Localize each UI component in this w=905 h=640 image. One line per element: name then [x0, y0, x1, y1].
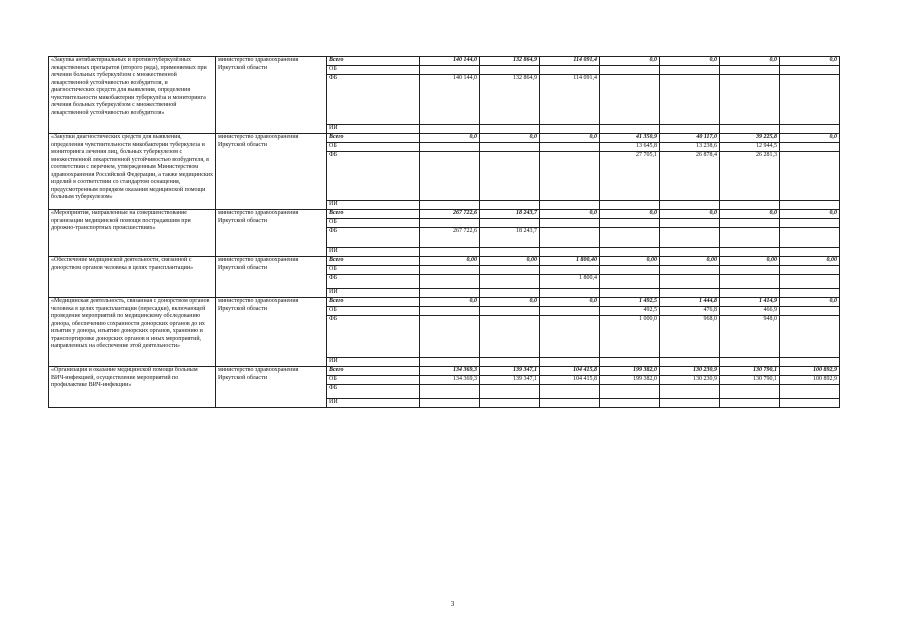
amount-cell: 1 444,8 — [660, 298, 720, 307]
amount-cell: 0,0 — [600, 57, 660, 66]
page-number: 3 — [450, 600, 455, 608]
amount-cell — [480, 266, 540, 275]
amount-cell: 0,0 — [780, 134, 840, 143]
funding-source-ii: ИИ — [327, 358, 420, 367]
amount-cell: 0,0 — [660, 210, 720, 219]
funding-source-ob: ОБ — [327, 266, 420, 275]
amount-cell: 100 892,9 — [780, 376, 840, 385]
amount-cell: 140 144,0 — [420, 57, 480, 66]
amount-cell — [420, 358, 480, 367]
amount-cell — [600, 266, 660, 275]
amount-cell: 492,5 — [600, 307, 660, 316]
amount-cell — [660, 228, 720, 248]
amount-cell: 0,0 — [480, 134, 540, 143]
amount-cell: 100 892,9 — [780, 367, 840, 376]
amount-cell: 0,0 — [600, 210, 660, 219]
amount-cell — [420, 307, 480, 316]
amount-cell — [720, 75, 780, 125]
executor: министерство здравоохранения Иркутской области — [216, 257, 327, 298]
amount-cell — [480, 399, 540, 408]
budget-table-body — [49, 57, 840, 408]
amount-cell: 18 243,7 — [480, 210, 540, 219]
amount-cell: 0,0 — [540, 298, 600, 307]
amount-cell — [780, 125, 840, 134]
amount-cell — [720, 66, 780, 75]
amount-cell: 0,00 — [480, 257, 540, 266]
funding-source-ii: ИИ — [327, 201, 420, 210]
amount-cell — [420, 248, 480, 257]
funding-source-fb: ФБ — [327, 75, 420, 125]
amount-cell — [540, 307, 600, 316]
amount-cell — [540, 385, 600, 399]
amount-cell — [420, 289, 480, 298]
amount-cell — [780, 289, 840, 298]
funding-source-total: Всего — [327, 257, 420, 266]
activity-name: «Организация и оказание медицинской помощи больным ВИЧ-инфекцией, осуществление мероприятий по профилактике ВИЧ-инфекции» — [49, 367, 216, 408]
amount-cell: 18 243,7 — [480, 228, 540, 248]
executor: министерство здравоохранения Иркутской области — [216, 134, 327, 210]
amount-cell — [540, 152, 600, 201]
amount-cell — [780, 358, 840, 367]
amount-cell — [540, 289, 600, 298]
amount-cell — [540, 266, 600, 275]
amount-cell: 267 722,6 — [420, 210, 480, 219]
amount-cell — [540, 399, 600, 408]
amount-cell — [780, 399, 840, 408]
amount-cell — [480, 316, 540, 358]
amount-cell — [780, 152, 840, 201]
budget-table — [48, 56, 840, 408]
amount-cell: 0,0 — [780, 57, 840, 66]
amount-cell — [660, 248, 720, 257]
amount-cell — [540, 66, 600, 75]
amount-cell: 0,0 — [540, 210, 600, 219]
amount-cell: 139 347,1 — [480, 367, 540, 376]
row-2-total — [49, 134, 840, 143]
amount-cell — [420, 275, 480, 289]
amount-cell — [780, 266, 840, 275]
amount-cell: 0,00 — [720, 257, 780, 266]
amount-cell — [780, 307, 840, 316]
amount-cell — [660, 358, 720, 367]
amount-cell: 1 800,4 — [540, 275, 600, 289]
amount-cell — [480, 201, 540, 210]
amount-cell: 134 369,3 — [420, 376, 480, 385]
amount-cell: 0,0 — [420, 298, 480, 307]
funding-source-total: Всего — [327, 57, 420, 66]
executor: министерство здравоохранения Иркутской области — [216, 367, 327, 408]
funding-source-fb: ФБ — [327, 275, 420, 289]
amount-cell — [780, 248, 840, 257]
amount-cell: 0,0 — [720, 57, 780, 66]
funding-source-ii: ИИ — [327, 125, 420, 134]
funding-source-fb: ФБ — [327, 228, 420, 248]
amount-cell — [600, 201, 660, 210]
amount-cell — [720, 219, 780, 228]
amount-cell — [420, 385, 480, 399]
row-3-total — [49, 210, 840, 219]
activity-name: «Мероприятия, направленные на совершенствование организации медицинской помощи пострадавшим при дорожно-транспортных происшествиях» — [49, 210, 216, 257]
amount-cell: 130 230,9 — [660, 376, 720, 385]
amount-cell: 948,0 — [720, 316, 780, 358]
amount-cell: 130 230,9 — [660, 367, 720, 376]
amount-cell: 130 790,1 — [720, 367, 780, 376]
amount-cell — [480, 289, 540, 298]
amount-cell — [420, 219, 480, 228]
amount-cell: 104 415,8 — [540, 376, 600, 385]
funding-source-fb: ФБ — [327, 385, 420, 399]
amount-cell — [780, 316, 840, 358]
amount-cell: 132 864,9 — [480, 57, 540, 66]
amount-cell — [420, 399, 480, 408]
amount-cell — [720, 399, 780, 408]
funding-source-ii: ИИ — [327, 289, 420, 298]
amount-cell — [720, 358, 780, 367]
amount-cell — [540, 219, 600, 228]
amount-cell: 199 382,0 — [600, 367, 660, 376]
amount-cell: 476,8 — [660, 307, 720, 316]
amount-cell — [720, 248, 780, 257]
amount-cell — [480, 275, 540, 289]
amount-cell — [420, 143, 480, 152]
amount-cell — [480, 66, 540, 75]
amount-cell — [780, 201, 840, 210]
amount-cell — [540, 316, 600, 358]
activity-name: «Медицинская деятельность, связанная с донорством органов человека в целях трансплантации (пересадки), включающей проведение мероприятий по медицинскому обследованию донора, обеспечению сохранности донорских органов до их изъятия у донора, изъятию донорских органов, хранению и транспортировке донорских органов и иных мероприятий, направленных на обеспечение этой деятельности» — [49, 298, 216, 367]
funding-source-total: Всего — [327, 298, 420, 307]
amount-cell: 26 878,4 — [660, 152, 720, 201]
amount-cell — [720, 266, 780, 275]
amount-cell — [660, 289, 720, 298]
executor: министерство здравоохранения Иркутской области — [216, 210, 327, 257]
amount-cell — [720, 125, 780, 134]
amount-cell — [600, 385, 660, 399]
amount-cell — [660, 266, 720, 275]
amount-cell — [420, 125, 480, 134]
amount-cell — [780, 228, 840, 248]
funding-source-ob: ОБ — [327, 376, 420, 385]
amount-cell — [480, 143, 540, 152]
amount-cell: 1 800,40 — [540, 257, 600, 266]
amount-cell — [540, 248, 600, 257]
funding-source-total: Всего — [327, 134, 420, 143]
amount-cell — [420, 316, 480, 358]
amount-cell — [600, 228, 660, 248]
amount-cell — [480, 125, 540, 134]
amount-cell — [780, 143, 840, 152]
funding-source-fb: ФБ — [327, 152, 420, 201]
amount-cell: 0,0 — [540, 134, 600, 143]
amount-cell — [780, 66, 840, 75]
funding-source-ob: ОБ — [327, 143, 420, 152]
amount-cell — [420, 266, 480, 275]
amount-cell — [420, 201, 480, 210]
amount-cell: 132 864,9 — [480, 75, 540, 125]
row-5-total — [49, 298, 840, 307]
amount-cell — [600, 358, 660, 367]
amount-cell — [600, 75, 660, 125]
amount-cell — [600, 399, 660, 408]
amount-cell — [540, 143, 600, 152]
amount-cell: 0,00 — [600, 257, 660, 266]
amount-cell: 140 144,0 — [420, 75, 480, 125]
amount-cell — [660, 219, 720, 228]
funding-source-ii: ИИ — [327, 248, 420, 257]
amount-cell — [780, 219, 840, 228]
amount-cell: 40 117,0 — [660, 134, 720, 143]
amount-cell: 968,0 — [660, 316, 720, 358]
amount-cell: 0,00 — [660, 257, 720, 266]
amount-cell — [720, 275, 780, 289]
amount-cell — [420, 152, 480, 201]
row-6-total — [49, 367, 840, 376]
amount-cell — [660, 201, 720, 210]
amount-cell — [660, 399, 720, 408]
amount-cell — [780, 385, 840, 399]
amount-cell: 0,0 — [780, 298, 840, 307]
amount-cell: 466,9 — [720, 307, 780, 316]
amount-cell — [480, 307, 540, 316]
executor: министерство здравоохранения Иркутской области — [216, 57, 327, 134]
funding-source-ob: ОБ — [327, 219, 420, 228]
amount-cell — [600, 66, 660, 75]
amount-cell — [540, 358, 600, 367]
amount-cell — [540, 228, 600, 248]
amount-cell: 130 790,1 — [720, 376, 780, 385]
amount-cell — [480, 248, 540, 257]
funding-source-total: Всего — [327, 367, 420, 376]
amount-cell — [600, 248, 660, 257]
funding-source-fb: ФБ — [327, 316, 420, 358]
amount-cell — [480, 358, 540, 367]
amount-cell: 114 091,4 — [540, 57, 600, 66]
amount-cell: 0,00 — [420, 257, 480, 266]
amount-cell: 39 225,8 — [720, 134, 780, 143]
amount-cell: 0,0 — [420, 134, 480, 143]
amount-cell: 1 492,5 — [600, 298, 660, 307]
amount-cell — [720, 201, 780, 210]
amount-cell — [600, 219, 660, 228]
amount-cell — [480, 219, 540, 228]
amount-cell: 199 382,0 — [600, 376, 660, 385]
amount-cell: 1 414,9 — [720, 298, 780, 307]
executor: министерство здравоохранения Иркутской области — [216, 298, 327, 367]
amount-cell — [720, 385, 780, 399]
amount-cell: 12 944,5 — [720, 143, 780, 152]
amount-cell: 139 347,1 — [480, 376, 540, 385]
amount-cell — [660, 385, 720, 399]
amount-cell: 114 091,4 — [540, 75, 600, 125]
activity-name: «Закупки диагностических средств для выявления, определения чувствительности микобактерии туберкулеза и мониторинга лечения лиц, больных туберкулезом с множественной лекарственной устойчивостью возбудителя, в соответствии с перечнем, утвержденным Министерством здравоохранения Российской Федерации, а также медицинских изделий в соответствии со стандартом оснащения, предусмотренным порядком оказания медицинской помощи больным туберкулезом» — [49, 134, 216, 210]
amount-cell — [540, 125, 600, 134]
amount-cell: 0,0 — [780, 210, 840, 219]
amount-cell: 27 705,1 — [600, 152, 660, 201]
amount-cell — [720, 228, 780, 248]
amount-cell: 41 350,9 — [600, 134, 660, 143]
amount-cell: 104 415,8 — [540, 367, 600, 376]
amount-cell: 1 000,0 — [600, 316, 660, 358]
amount-cell: 13 645,8 — [600, 143, 660, 152]
amount-cell: 267 722,6 — [420, 228, 480, 248]
funding-source-total: Всего — [327, 210, 420, 219]
amount-cell — [660, 275, 720, 289]
amount-cell — [420, 66, 480, 75]
amount-cell — [600, 275, 660, 289]
amount-cell — [720, 289, 780, 298]
amount-cell — [780, 75, 840, 125]
funding-source-ob: ОБ — [327, 66, 420, 75]
amount-cell: 134 369,3 — [420, 367, 480, 376]
amount-cell — [540, 201, 600, 210]
row-1-total — [49, 57, 840, 66]
amount-cell — [480, 385, 540, 399]
amount-cell: 0,00 — [780, 257, 840, 266]
funding-source-ii: ИИ — [327, 399, 420, 408]
funding-source-ob: ОБ — [327, 307, 420, 316]
amount-cell: 26 281,3 — [720, 152, 780, 201]
amount-cell — [600, 289, 660, 298]
amount-cell: 0,0 — [660, 57, 720, 66]
amount-cell — [600, 125, 660, 134]
amount-cell — [780, 275, 840, 289]
amount-cell — [660, 125, 720, 134]
amount-cell: 13 238,6 — [660, 143, 720, 152]
amount-cell — [660, 66, 720, 75]
amount-cell: 0,0 — [480, 298, 540, 307]
activity-name: «Закупка антибактериальных и противотуберкулёзных лекарственных препаратов (второго ряда), применяемых при лечении больных туберкулёзом с множественной лекарственной устойчивостью возбудителя, и диагностических средств для выявления, определения чувствительности микобактерии туберкулёза и мониторинга лечения больных туберкулёзом с множественной лекарственной устойчивостью возбудителя» — [49, 57, 216, 134]
row-4-total — [49, 257, 840, 266]
activity-name: «Обеспечение медицинской деятельности, связанной с донорством органов человека в целях трансплантации» — [49, 257, 216, 298]
amount-cell — [480, 152, 540, 201]
amount-cell — [660, 75, 720, 125]
amount-cell: 0,0 — [720, 210, 780, 219]
